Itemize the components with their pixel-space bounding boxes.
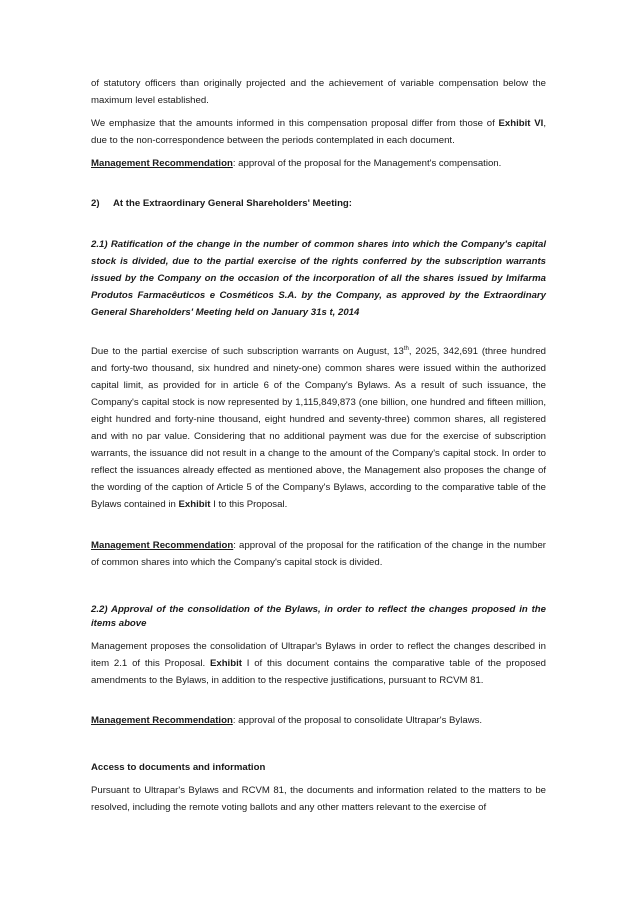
section-number: 2): [91, 198, 100, 209]
text: Due to the partial exercise of such subscription warrants on August, 13: [91, 346, 404, 357]
recommendation-label: Management Recommendation: [91, 158, 233, 169]
item-2-2-paragraph: [91, 638, 546, 689]
exhibit-ref: Exhibit: [178, 499, 211, 510]
exhibit-ref: Exhibit VI: [498, 118, 544, 129]
exhibit-ref: Exhibit: [209, 658, 242, 669]
recommendation-text: : approval of the proposal to consolidate Ultrapar's Bylaws.: [232, 715, 483, 726]
recommendation-label: Management Recommendation: [91, 715, 233, 726]
access-heading: Access to documents and information: [91, 762, 266, 773]
access-paragraph: Pursuant to Ultrapar's Bylaws and RCVM 81, the documents and information related to the matters to be resolved, including the remote voting ballots and any other matters relevant to the exercise of: [91, 785, 546, 813]
text: Management proposes the consolidation of Ultrapar's Bylaws in order to reflect the changes described in item 2.1 of this Proposal.: [91, 641, 546, 669]
paragraph-exhibit-vi: [91, 115, 546, 149]
recommendation-text: : approval of the proposal for the ratification of the change in the number of common shares into which the Company's capital stock is divided.: [91, 540, 546, 568]
superscript: th: [403, 345, 409, 352]
recommendation-label: Management Recommendation: [91, 540, 234, 551]
item-2-2-heading: 2.2) Approval of the consolidation of the Bylaws, in order to reflect the changes proposed in the items above: [91, 604, 546, 629]
item-2-1-paragraph: [91, 343, 546, 513]
management-recommendation-1: [91, 155, 546, 172]
recommendation-text: : approval of the proposal for the Management's compensation.: [232, 158, 502, 169]
text: I of this document contains the comparative table of the proposed amendments to the Bylaws, in addition to the respective justifications, pursuant to RCVM 81.: [91, 658, 546, 686]
section-title: At the Extraordinary General Shareholders' Meeting:: [113, 198, 352, 209]
paragraph-compensation-end: of statutory officers than originally projected and the achievement of variable compensation below the maximum level established.: [91, 78, 546, 106]
management-recommendation-2-2: [91, 712, 546, 729]
text: , 2025, 342,691 (three hundred and forty-two thousand, six hundred and ninety-one) common shares were issued within the authorized capital limit, as provided for in article 6 of the Company's Bylaws. As a result of such issuance, the Company's capital stock is now represented by 1,115,849,873 (one billion, one hundred and fifteen million, eight hundred and forty-nine thousand, eight hundred and seventy-three) common shares, all registered and with no par value. Considering that no additional payment was due for the exercise of subscription warrants, the issuance did not result in a change to the amount of the Company's capital stock. In order to reflect the issuances already effected as mentioned above, the Management also proposes the change of the wording of the caption of Article 5 of the Company's Bylaws, according to the comparative table of the Bylaws contained in: [91, 346, 546, 510]
section-2-heading: [91, 195, 546, 212]
management-recommendation-2-1: [91, 537, 546, 571]
text: I to this Proposal.: [210, 499, 288, 510]
text: , due to the non-correspondence between the periods contemplated in each document.: [91, 118, 546, 146]
item-2-1-heading: 2.1) Ratification of the change in the number of common shares into which the Company's capital stock is divided, due to the partial exercise of the rights conferred by the subscription warrants issued by the Company on the occasion of the incorporation of all the shares issued by Imifarma Produtos Farmacêuticos e Cosméticos S.A. by the Company, as approved by the Extraordinary General Shareholders' Meeting held on January 31s t, 2014: [91, 239, 546, 318]
text: We emphasize that the amounts informed in this compensation proposal differ from those of: [91, 118, 499, 129]
